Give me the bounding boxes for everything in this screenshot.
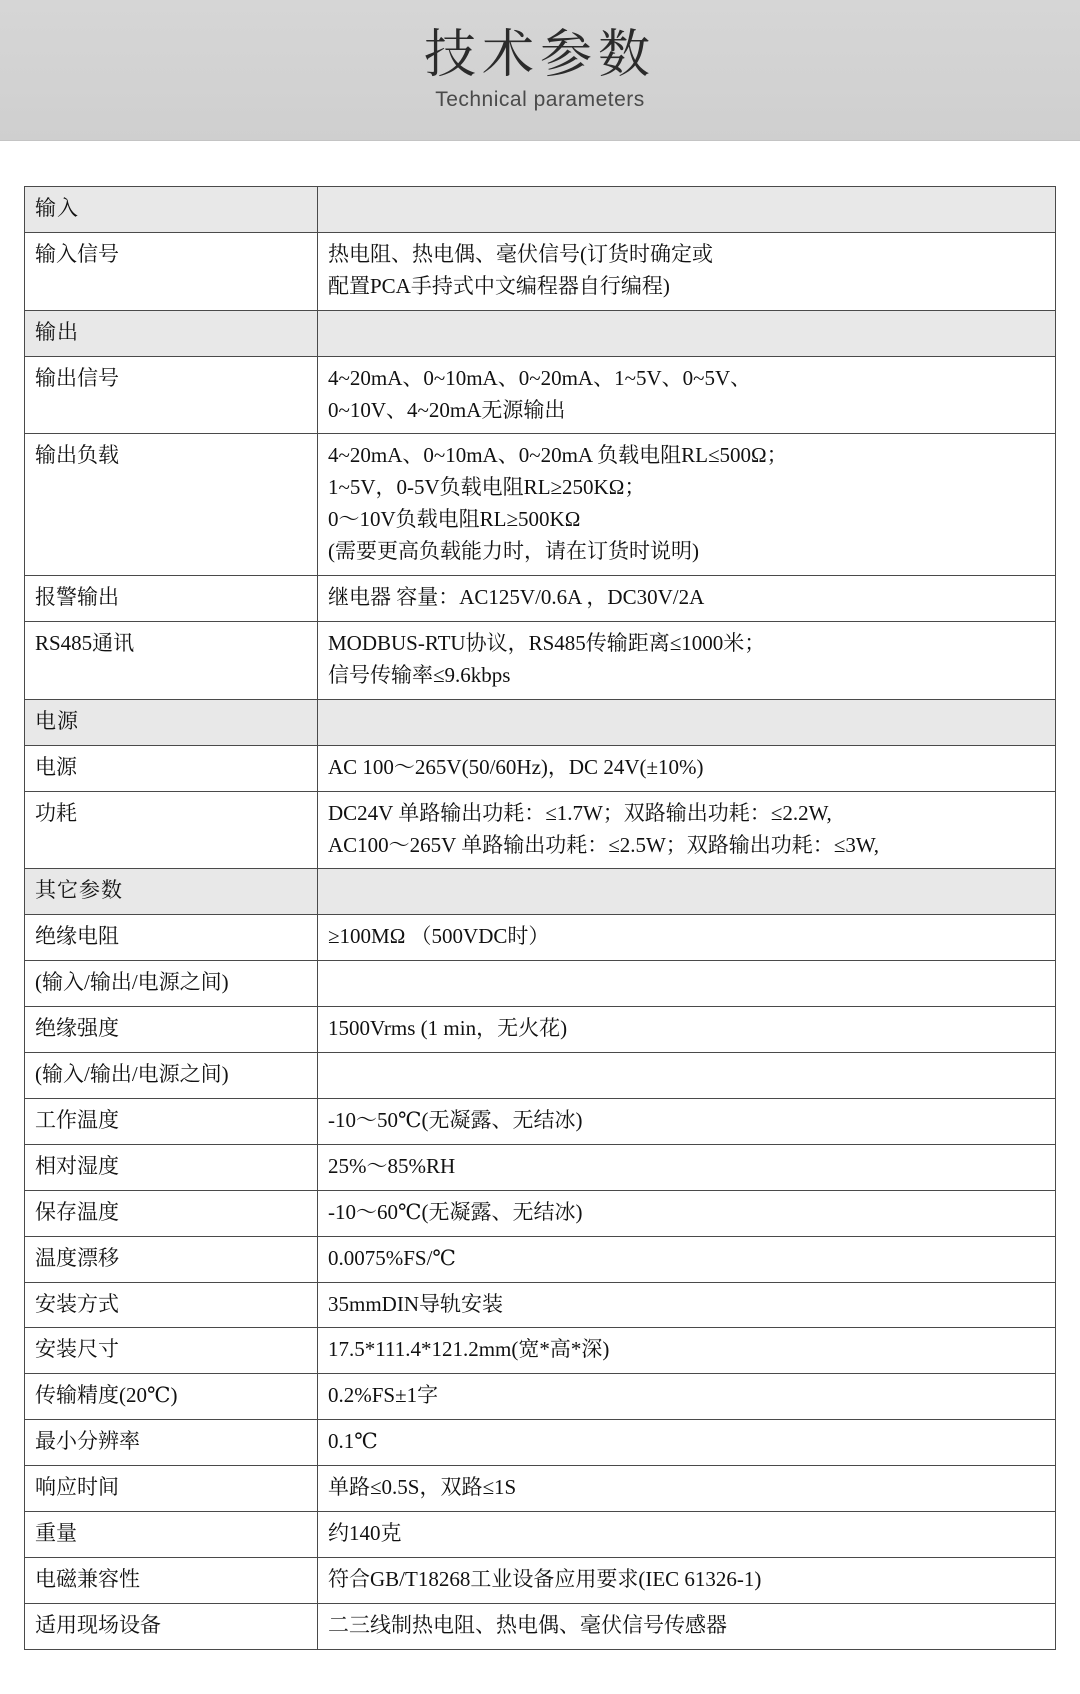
- table-row-value: [318, 699, 1056, 745]
- table-row-value-line: 1500Vrms (1 min，无火花): [328, 1016, 568, 1041]
- table-row-value: [318, 187, 1056, 233]
- table-row-value-line: 信号传输率≤9.6kbps: [328, 662, 511, 687]
- table-row: [25, 1420, 1056, 1466]
- table-row-label: 输出: [25, 310, 318, 356]
- table-row-label: 报警输出: [25, 576, 318, 622]
- table-row-label: 输出负载: [25, 434, 318, 576]
- table-row-value: [318, 434, 1056, 576]
- table-row: [25, 915, 1056, 961]
- table-row-value: [318, 1053, 1056, 1099]
- table-row-label: 输入: [25, 187, 318, 233]
- table-row-label: 传输精度(20℃): [25, 1374, 318, 1420]
- table-row-label: 相对湿度: [25, 1144, 318, 1190]
- table-section-row: [25, 187, 1056, 233]
- table-row-value: [318, 1190, 1056, 1236]
- table-row-label: 安装方式: [25, 1282, 318, 1328]
- table-row: [25, 434, 1056, 576]
- table-row: [25, 1007, 1056, 1053]
- table-row: [25, 576, 1056, 622]
- table-row: [25, 961, 1056, 1007]
- table-row-value: [318, 1328, 1056, 1374]
- table-row-value: [318, 621, 1056, 699]
- table-section-row: [25, 869, 1056, 915]
- table-row: [25, 232, 1056, 310]
- table-row-label: 电磁兼容性: [25, 1558, 318, 1604]
- table-row-label: 安装尺寸: [25, 1328, 318, 1374]
- table-row-value: [318, 310, 1056, 356]
- table-row-value-line: -10～60℃(无凝露、无结冰): [328, 1199, 583, 1224]
- table-row-value-line: 约140克: [328, 1521, 402, 1546]
- table-row-value-line: DC24V 单路输出功耗：≤1.7W；双路输出功耗：≤2.2W,: [328, 800, 832, 825]
- table-row-value-line: ≥100MΩ （500VDC时）: [328, 924, 550, 949]
- table-row: [25, 1282, 1056, 1328]
- table-row: [25, 1603, 1056, 1649]
- page-subtitle: Technical parameters: [435, 88, 645, 112]
- table-row-value-line: 4~20mA、0~10mA、0~20mA 负载电阻RL≤500Ω；: [328, 443, 788, 468]
- table-row-label: (输入/输出/电源之间): [25, 961, 318, 1007]
- table-row-value-line: MODBUS-RTU协议，RS485传输距离≤1000米；: [328, 630, 766, 655]
- table-row-value-line: 热电阻、热电偶、毫伏信号(订货时确定或: [328, 241, 713, 266]
- table-row: [25, 1098, 1056, 1144]
- table-row: [25, 1190, 1056, 1236]
- table-row-value-line: AC100～265V 单路输出功耗：≤2.5W；双路输出功耗：≤3W,: [328, 832, 879, 857]
- table-row-value-line: 4~20mA、0~10mA、0~20mA、1~5V、0~5V、: [328, 365, 752, 390]
- table-row-value-line: 0~10V、4~20mA无源输出: [328, 397, 566, 422]
- table-row-label: 电源: [25, 745, 318, 791]
- technical-parameters-table: [24, 186, 1056, 1650]
- table-row-value: [318, 791, 1056, 869]
- table-row-label: 其它参数: [25, 869, 318, 915]
- page-banner: [0, 0, 1080, 141]
- table-section-row: [25, 310, 1056, 356]
- table-row-label: 输出信号: [25, 356, 318, 434]
- table-row-value: [318, 1236, 1056, 1282]
- table-row-value: [318, 1466, 1056, 1512]
- page-title: 技术参数: [423, 25, 656, 84]
- table-row-value: [318, 1512, 1056, 1558]
- table-row-label: 绝缘电阻: [25, 915, 318, 961]
- table-row-label: 适用现场设备: [25, 1603, 318, 1649]
- table-row-value: [318, 1098, 1056, 1144]
- table-row: [25, 1053, 1056, 1099]
- table-row-value-line: AC 100～265V(50/60Hz)，DC 24V(±10%): [328, 754, 704, 779]
- table-row-value-line: 0.1℃: [328, 1429, 378, 1454]
- table-row-label: 保存温度: [25, 1190, 318, 1236]
- table-row-value-line: 35mmDIN导轨安装: [328, 1291, 503, 1316]
- table-row-value-line: 二三线制热电阻、热电偶、毫伏信号传感器: [328, 1612, 727, 1637]
- table-row: [25, 1236, 1056, 1282]
- table-row-value: [318, 1144, 1056, 1190]
- table-row: [25, 745, 1056, 791]
- table-row-value: [318, 961, 1056, 1007]
- table-row-value-line: 符合GB/T18268工业设备应用要求(IEC 61326-1): [328, 1567, 762, 1591]
- table-row-value-line: 0.0075%FS/℃: [328, 1245, 456, 1270]
- table-row-value-line: (需要更高负载能力时，请在订货时说明): [328, 539, 699, 564]
- table-section-row: [25, 699, 1056, 745]
- table-row-value: [318, 576, 1056, 622]
- table-row-label: RS485通讯: [25, 621, 318, 699]
- table-row: [25, 1466, 1056, 1512]
- table-row-value-line: 0～10V负载电阻RL≥500KΩ: [328, 507, 581, 532]
- table-row-value: [318, 1007, 1056, 1053]
- table-row-value: [318, 745, 1056, 791]
- table-row-value: [318, 915, 1056, 961]
- table-row-value: [318, 1282, 1056, 1328]
- table-row-label: 响应时间: [25, 1466, 318, 1512]
- table-row: [25, 621, 1056, 699]
- table-row-value: [318, 1558, 1056, 1604]
- table-row-label: 绝缘强度: [25, 1007, 318, 1053]
- table-row-value-line: 25%～85%RH: [328, 1153, 456, 1178]
- table-row-value-line: 0.2%FS±1字: [328, 1383, 439, 1408]
- table-row-value-line: 单路≤0.5S，双路≤1S: [328, 1475, 517, 1500]
- table-row: [25, 356, 1056, 434]
- table-row-value-line: 1~5V，0-5V负载电阻RL≥250KΩ；: [328, 475, 646, 500]
- table-row-value-line: 17.5*111.4*121.2mm(宽*高*深): [328, 1337, 610, 1362]
- table-row-value: [318, 232, 1056, 310]
- table-row: [25, 1374, 1056, 1420]
- table-row: [25, 1144, 1056, 1190]
- table-row-value-line: -10～50℃(无凝露、无结冰): [328, 1107, 583, 1132]
- table-row-value: [318, 1420, 1056, 1466]
- table-row-value: [318, 1374, 1056, 1420]
- table-row-value-line: 继电器 容量：AC125V/0.6A ，DC30V/2A: [328, 585, 705, 610]
- table-row: [25, 1558, 1056, 1604]
- table-row-value: [318, 356, 1056, 434]
- table-row-label: (输入/输出/电源之间): [25, 1053, 318, 1099]
- table-row: [25, 1328, 1056, 1374]
- table-row-label: 温度漂移: [25, 1236, 318, 1282]
- table-row-label: 电源: [25, 699, 318, 745]
- table-row-label: 功耗: [25, 791, 318, 869]
- table-row-label: 输入信号: [25, 232, 318, 310]
- table-row: [25, 791, 1056, 869]
- table-row: [25, 1512, 1056, 1558]
- table-row-label: 工作温度: [25, 1098, 318, 1144]
- table-row-label: 最小分辨率: [25, 1420, 318, 1466]
- table-row-label: 重量: [25, 1512, 318, 1558]
- spec-table-container: [0, 141, 1080, 1680]
- table-row-value-line: 配置PCA手持式中文编程器自行编程): [328, 273, 670, 298]
- table-row-value: [318, 869, 1056, 915]
- table-row-value: [318, 1603, 1056, 1649]
